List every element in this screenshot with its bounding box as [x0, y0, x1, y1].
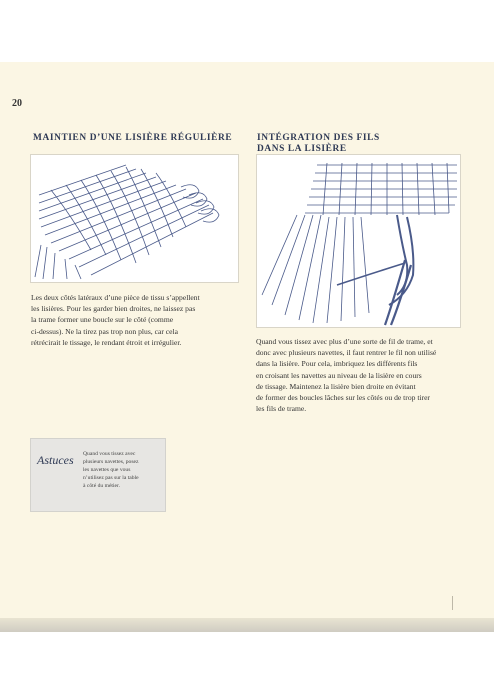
left-paragraph	[31, 292, 236, 348]
tip-line: Quand vous tissez avec	[83, 451, 136, 457]
paragraph-line: Les deux côtés latéraux d’une pièce de tissu s’appellent	[31, 293, 200, 302]
tip-line: plusieurs navettes, posez	[83, 459, 139, 465]
left-section-heading: MAINTIEN D’UNE LISIÈRE RÉGULIÈRE	[33, 133, 233, 143]
tip-line: n’utilisez pas sur la table	[83, 475, 139, 481]
paragraph-line: Quand vous tissez avec plus d’une sorte de fil de trame, et	[256, 337, 433, 346]
paragraph-line: les fils de trame.	[256, 404, 307, 414]
paragraph-line: donc avec plusieurs navettes, il faut rentrer le fil non utilisé	[256, 348, 437, 358]
right-section-heading	[257, 133, 457, 155]
paragraph-line: rétrécirait le tissage, le rendant étroit et irrégulier.	[31, 337, 182, 347]
paragraph-line: en croisant les navettes au niveau de la lisière en cours	[256, 370, 422, 380]
tip-box	[30, 438, 166, 512]
weaving-selvedge-illustration	[30, 154, 239, 283]
tip-line: les navettes que vous	[83, 467, 131, 473]
paragraph-line: ci-dessus). Ne la tirez pas trop non plus, car cela	[31, 326, 178, 336]
paragraph-line: de tissage. Maintenez la lisière bien droite en évitant	[256, 381, 416, 391]
page-number: 20	[12, 98, 22, 109]
right-paragraph	[256, 336, 461, 414]
paragraph-line: la trame former une boucle sur le côté (comme	[31, 315, 174, 325]
right-heading-line: INTÉGRATION DES FILS	[257, 133, 380, 143]
paragraph-line: les lisières. Pour les garder bien droites, ne laissez pas	[31, 304, 196, 314]
tip-title: Astuces	[37, 453, 74, 467]
paragraph-line: de former des boucles lâches sur les côtés ou de trop tirer	[256, 393, 430, 403]
weft-threads-illustration	[256, 154, 461, 328]
right-heading-line: DANS LA LISIÈRE	[257, 144, 347, 154]
tip-line: à côté du métier.	[83, 483, 120, 489]
weaving-selvedge-drawing	[31, 155, 238, 282]
tip-text	[83, 450, 163, 490]
page-bottom-edge	[0, 618, 494, 632]
weft-threads-drawing	[257, 155, 460, 327]
paragraph-line: dans la lisière. Pour cela, imbriquez les différents fils	[256, 359, 418, 369]
page-edge-mark	[452, 596, 453, 610]
